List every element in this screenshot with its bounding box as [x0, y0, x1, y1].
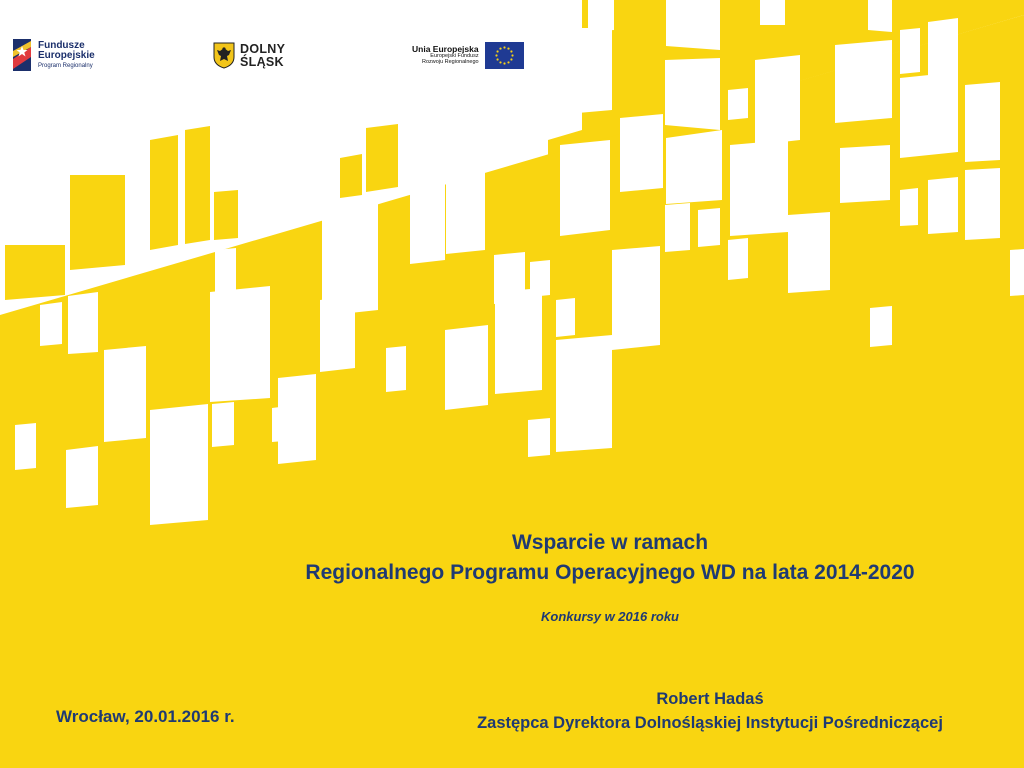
place-date: Wrocław, 20.01.2016 r.	[56, 707, 235, 726]
subtitle: Konkursy w 2016 roku	[541, 609, 679, 624]
fundusze-line3: Program Regionalny	[38, 62, 93, 69]
logo-dolny-slask	[213, 42, 285, 69]
logo-unia-europejska	[412, 42, 524, 69]
fundusze-line1: Fundusze	[38, 39, 85, 51]
unia-line2: Europejski Fundusz	[430, 53, 479, 60]
eu-flag-star	[507, 47, 509, 49]
title-line1: Wsparcie w ramach	[511, 531, 709, 554]
eu-flag-star	[499, 47, 501, 49]
unia-line3: Rozwoju Regionalnego	[422, 58, 479, 65]
eu-flag-star	[510, 50, 512, 52]
eu-flag-star	[496, 50, 498, 52]
eu-flag-star	[495, 54, 497, 56]
presenter-role: Zastępca Dyrektora Dolnośląskiej Instytucji Pośredniczącej	[477, 714, 943, 732]
dolny-slask-line1: DOLNY	[240, 42, 286, 56]
eagle-coat-of-arms-icon	[213, 42, 235, 69]
title-line2: Regionalnego Programu Operacyjnego WD na lata 2014-2020	[305, 561, 915, 584]
eu-flag-star	[503, 62, 505, 64]
eu-flag-star	[496, 58, 498, 60]
eu-flag-star	[511, 54, 513, 56]
logo-fundusze-europejskie	[11, 37, 95, 73]
eu-flag-star	[507, 61, 509, 63]
dolny-slask-line2: ŚLĄSK	[240, 54, 284, 69]
fundusze-line2: Europejskie	[38, 50, 95, 62]
eu-flag-star	[499, 61, 501, 63]
eu-flag-star	[503, 46, 505, 48]
eu-flag-icon	[485, 42, 524, 69]
eu-funds-star-icon	[11, 37, 33, 73]
presenter-name: Robert Hadaś	[656, 690, 764, 708]
eu-flag-star	[510, 58, 512, 60]
unia-line1: Unia Europejska	[412, 44, 479, 55]
